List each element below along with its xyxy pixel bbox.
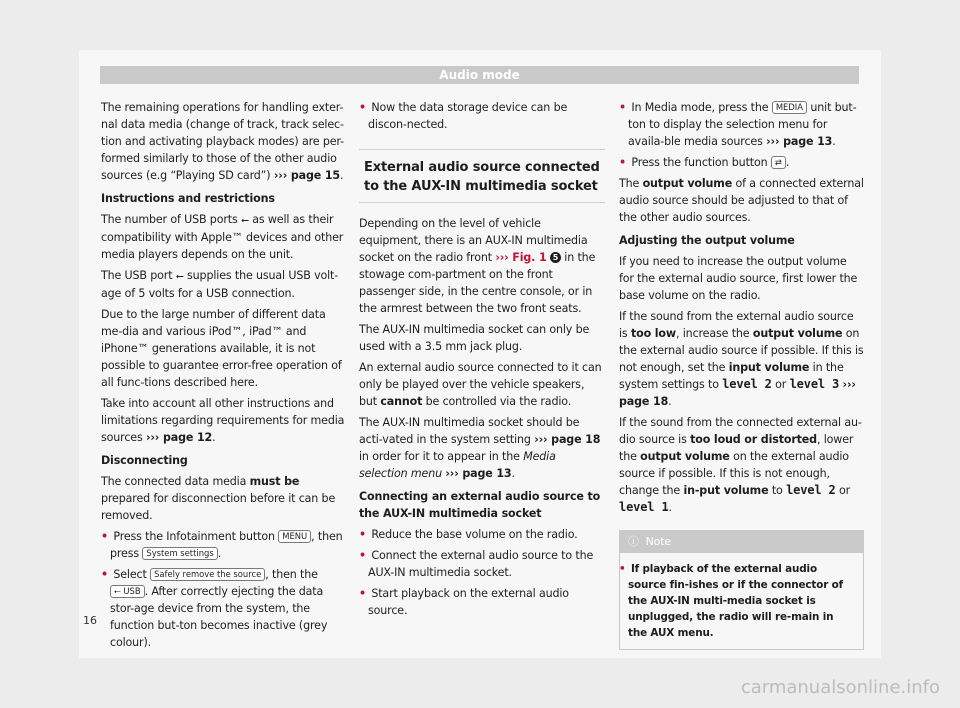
section-title: External audio source connected to the AUX-IN multimedia socket (359, 149, 605, 203)
menu-button-key: MENU (278, 530, 311, 543)
paragraph: The AUX-IN multimedia socket can only be used with a 3.5 mm jack plug. (359, 323, 590, 353)
paragraph: The AUX-IN multimedia socket should be acti-vated in the system setting ››› page 18 in order for it to appear in the Media selection menu ››› page 13. (359, 416, 601, 480)
info-icon: ⓘ (628, 535, 639, 548)
bullet-icon: • (359, 528, 366, 541)
usb-key: ⭠ USB (110, 585, 145, 598)
bullet-icon: • (359, 101, 366, 114)
safely-remove-key: Safely remove the source (150, 568, 265, 581)
system-settings-key: System settings (142, 547, 217, 560)
usb-icon: ⭠ (240, 215, 249, 226)
page-reference-link[interactable]: ››› page 13 (766, 135, 833, 148)
bullet-item: • Connect the external audio source to the AUX-IN multimedia socket. (359, 549, 594, 579)
paragraph: The number of USB ports ⭠ as well as their compatibility with Apple™ devices and other media players depends on the unit. (101, 213, 344, 261)
paragraph: If the sound from the connected external au-dio source is too loud or distorted, lower the output volume on the external audio source if possible. If this is not enough, change the in-put volume to level 2 or level 1. (619, 416, 862, 514)
page-reference-link[interactable]: ››› page 18 (619, 378, 856, 408)
callout-number: 5 (550, 252, 561, 263)
paragraph: Due to the large number of different data me-dia and various iPod™, iPad™ and iPhone™ generations available, it is not possible to guarantee error-free operation of all func-tions described here. (101, 308, 342, 389)
bullet-item: • Start playback on the external audio source. (359, 587, 569, 617)
subheading-instructions: Instructions and restrictions (101, 192, 275, 205)
bullet-item: • Press the function button ⇄ . (619, 156, 790, 169)
paragraph: The remaining operations for handling exter-nal data media (change of track, track selec-tion and activating playback modes) are per-formed similarly to those of the other audio sources (e.g “Playing SD card”) ››› page 15. (101, 101, 344, 182)
paragraph: Take into account all other instructions and limitations regarding requirements for media sources ››› page 12. (101, 397, 345, 444)
page-reference-link[interactable]: ››› page 18 (534, 433, 601, 446)
note-header: ⓘ Note (620, 531, 863, 553)
watermark: carmanualsonline.info (740, 677, 940, 698)
usb-icon: ⭠ (175, 271, 184, 282)
note-body: • If playback of the external audio source fin-ishes or if the connector of the AUX-IN multi-media socket is unplugged, the radio will re-main in the AUX menu. (619, 563, 844, 639)
aux-function-icon: ⇄ (771, 156, 786, 169)
bullet-item: • Now the data storage device can be discon-nected. (359, 101, 568, 131)
bullet-icon: • (101, 530, 108, 543)
column-1 (101, 99, 345, 655)
page-reference-link[interactable]: ››› page 15 (273, 169, 340, 182)
page-reference-link[interactable]: ››› page 13 (445, 467, 512, 480)
media-button-key: MEDIA (772, 101, 807, 114)
paragraph: If the sound from the external audio source is too low, increase the output volume on the external audio source if possible. If this is not enough, set the input volume in the system settings to level 2 or level 3 ››› page 18. (619, 310, 864, 408)
paragraph: Depending on the level of vehicle equipment, there is an AUX-IN multimedia socket on the radio front ››› Fig. 1 5 in the stowage com-partment on the front passenger side, in the centre console, or in the armrest between the two front seats. (359, 217, 596, 315)
bullet-item: • Reduce the base volume on the radio. (359, 528, 578, 541)
subheading-connecting: Connecting an external audio source to the AUX-IN multimedia socket (359, 490, 601, 520)
paragraph: If you need to increase the output volume for the external audio source, first lower the base volume on the radio. (619, 255, 858, 302)
bullet-item: • Select Safely remove the source , then the ⭠ USB . After correctly ejecting the data stor-age device from the system, the function but-ton becomes inactive (grey colour). (101, 568, 328, 649)
subheading-disconnecting: Disconnecting (101, 454, 188, 467)
figure-reference-link[interactable]: ››› Fig. 1 (495, 251, 547, 264)
bullet-icon: • (359, 549, 366, 562)
usb-icon: ⭠ (114, 586, 121, 596)
page-reference-link[interactable]: ››› page 12 (145, 431, 213, 444)
bullet-icon: • (619, 563, 626, 575)
bullet-icon: • (359, 587, 366, 600)
bullet-icon: • (619, 156, 626, 169)
paragraph: The USB port ⭠ supplies the usual USB volt-age of 5 volts for a USB connection. (101, 269, 339, 300)
column-3 (619, 99, 864, 650)
column-2 (359, 99, 605, 623)
page-number: 16 (83, 614, 97, 627)
subheading-adjusting: Adjusting the output volume (619, 234, 795, 247)
page-header: Audio mode (100, 66, 859, 84)
bullet-item: • In Media mode, press the MEDIA unit but-ton to display the selection menu for availa-ble media sources ››› page 13. (619, 101, 857, 148)
paragraph: The connected data media must be prepared for disconnection before it can be removed. (101, 475, 336, 522)
bullet-icon: • (619, 101, 626, 114)
bullet-icon: • (101, 568, 108, 581)
paragraph: An external audio source connected to it can only be played over the vehicle speakers, but cannot be controlled via the radio. (359, 361, 602, 408)
bullet-item: • Press the Infotainment button MENU , then press System settings . (101, 530, 343, 560)
paragraph: The output volume of a connected external audio source should be adjusted to that of the other audio sources. (619, 177, 864, 224)
note-box (619, 530, 864, 650)
